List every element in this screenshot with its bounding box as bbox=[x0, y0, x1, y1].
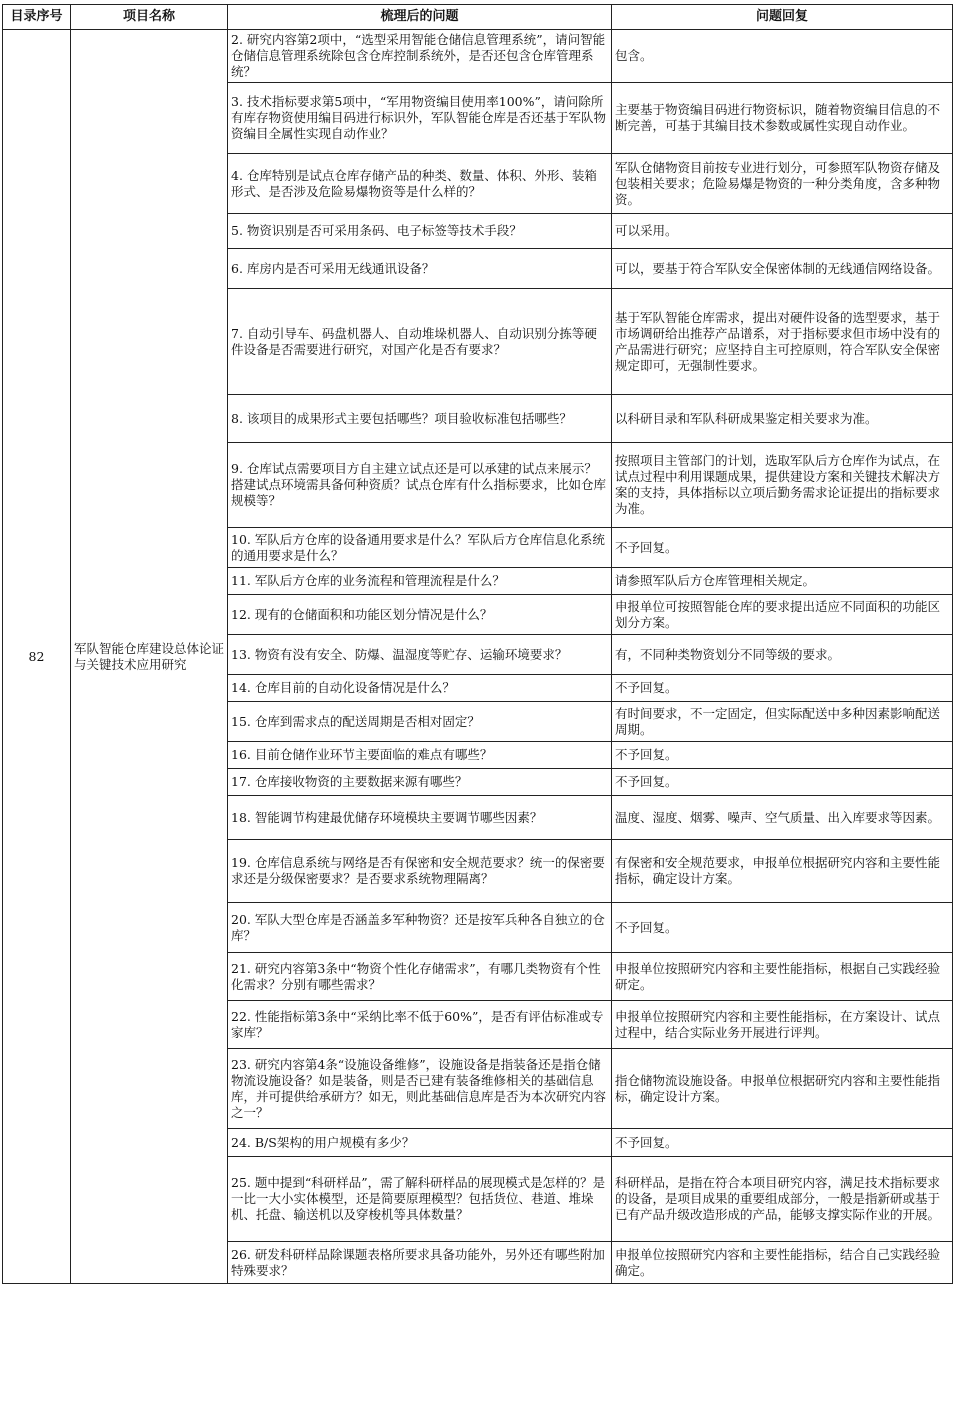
question-cell: 6. 库房内是否可采用无线通讯设备？ bbox=[228, 249, 612, 289]
question-cell: 21. 研究内容第3条中“物资个性化存储需求”，有哪几类物资有个性化需求？分别有哪些需求？ bbox=[228, 953, 612, 1001]
reply-cell: 有，不同种类物资划分不同等级的要求。 bbox=[612, 635, 953, 675]
question-cell: 19. 仓库信息系统与网络是否有保密和安全规范要求？统一的保密要求还是分级保密要求？是否要求系统物理隔离？ bbox=[228, 840, 612, 903]
question-cell: 4. 仓库特别是试点仓库存储产品的种类、数量、体积、外形、装箱形式、是否涉及危险易爆物资等是什么样的？ bbox=[228, 154, 612, 214]
reply-cell: 申报单位可按照智能仓库的要求提出适应不同面积的功能区划分方案。 bbox=[612, 595, 953, 635]
reply-cell: 不予回复。 bbox=[612, 1129, 953, 1157]
reply-cell: 不予回复。 bbox=[612, 528, 953, 568]
reply-cell: 可以采用。 bbox=[612, 214, 953, 249]
question-cell: 20. 军队大型仓库是否涵盖多军种物资？还是按军兵种各自独立的仓库？ bbox=[228, 903, 612, 953]
reply-cell: 可以，要基于符合军队安全保密体制的无线通信网络设备。 bbox=[612, 249, 953, 289]
reply-cell: 不予回复。 bbox=[612, 742, 953, 769]
question-cell: 22. 性能指标第3条中“采纳比率不低于60%”，是否有评估标准或专家库？ bbox=[228, 1001, 612, 1049]
header-row bbox=[3, 5, 953, 30]
reply-cell: 不予回复。 bbox=[612, 903, 953, 953]
question-cell: 25. 题中提到“科研样品”，需了解科研样品的展现模式是怎样的？是一比一大小实体模型，还是简要原理模型？包括货位、巷道、堆垛机、托盘、输送机以及穿梭机等具体数量？ bbox=[228, 1157, 612, 1242]
question-cell: 2. 研究内容第2项中，“选型采用智能仓储信息管理系统”，请问智能仓储信息管理系统除包含仓库控制系统外，是否还包含仓库管理系统？ bbox=[228, 30, 612, 83]
question-cell: 26. 研发科研样品除课题表格所要求具备功能外，另外还有哪些附加特殊要求？ bbox=[228, 1242, 612, 1284]
question-cell: 12. 现有的仓储面积和功能区划分情况是什么？ bbox=[228, 595, 612, 635]
question-cell: 7. 自动引导车、码盘机器人、自动堆垛机器人、自动识别分拣等硬件设备是否需要进行研究，对国产化是否有要求？ bbox=[228, 289, 612, 395]
question-cell: 24. B/S架构的用户规模有多少？ bbox=[228, 1129, 612, 1157]
table-row bbox=[3, 30, 953, 83]
qa-table bbox=[2, 4, 953, 1284]
header-question: 梳理后的问题 bbox=[228, 5, 612, 30]
reply-cell: 温度、湿度、烟雾、噪声、空气质量、出入库要求等因素。 bbox=[612, 796, 953, 840]
question-cell: 23. 研究内容第4条“设施设备维修”，设施设备是指装备还是指仓储物流设施设备？如是装备，则是否已建有装备维修相关的基础信息库，并可提供给承研方？如无，则此基础信息库是否为本次研究内容之一？ bbox=[228, 1049, 612, 1129]
reply-cell: 不予回复。 bbox=[612, 769, 953, 796]
question-cell: 11. 军队后方仓库的业务流程和管理流程是什么？ bbox=[228, 568, 612, 595]
question-cell: 5. 物资识别是否可采用条码、电子标签等技术手段？ bbox=[228, 214, 612, 249]
reply-cell: 申报单位按照研究内容和主要性能指标，结合自己实践经验确定。 bbox=[612, 1242, 953, 1284]
question-cell: 17. 仓库接收物资的主要数据来源有哪些？ bbox=[228, 769, 612, 796]
project-name-cell: 军队智能仓库建设总体论证与关键技术应用研究 bbox=[71, 30, 228, 1284]
question-cell: 18. 智能调节构建最优储存环境模块主要调节哪些因素？ bbox=[228, 796, 612, 840]
index-cell: 82 bbox=[3, 30, 71, 1284]
reply-cell: 申报单位按照研究内容和主要性能指标，在方案设计、试点过程中，结合实际业务开展进行评判。 bbox=[612, 1001, 953, 1049]
reply-cell: 以科研目录和军队科研成果鉴定相关要求为准。 bbox=[612, 395, 953, 443]
reply-cell: 不予回复。 bbox=[612, 675, 953, 702]
question-cell: 13. 物资有没有安全、防爆、温湿度等贮存、运输环境要求？ bbox=[228, 635, 612, 675]
header-reply: 问题回复 bbox=[612, 5, 953, 30]
reply-cell: 请参照军队后方仓库管理相关规定。 bbox=[612, 568, 953, 595]
header-project: 项目名称 bbox=[71, 5, 228, 30]
question-cell: 9. 仓库试点需要项目方自主建立试点还是可以承建的试点来展示？搭建试点环境需具备何种资质？试点仓库有什么指标要求，比如仓库规模等？ bbox=[228, 443, 612, 528]
reply-cell: 包含。 bbox=[612, 30, 953, 83]
header-index: 目录序号 bbox=[3, 5, 71, 30]
reply-cell: 科研样品，是指在符合本项目研究内容，满足技术指标要求的设备，是项目成果的重要组成部分，一般是指新研或基于已有产品升级改造形成的产品，能够支撑实际作业的开展。 bbox=[612, 1157, 953, 1242]
reply-cell: 指仓储物流设施设备。申报单位根据研究内容和主要性能指标，确定设计方案。 bbox=[612, 1049, 953, 1129]
reply-cell: 军队仓储物资目前按专业进行划分，可参照军队物资存储及包装相关要求；危险易爆是物资的一种分类角度，含多种物资。 bbox=[612, 154, 953, 214]
question-cell: 16. 目前仓储作业环节主要面临的难点有哪些？ bbox=[228, 742, 612, 769]
reply-cell: 基于军队智能仓库需求，提出对硬件设备的选型要求，基于市场调研给出推荐产品谱系，对于指标要求但市场中没有的产品需进行研究；应坚持自主可控原则，符合军队安全保密规定即可，无强制性要求。 bbox=[612, 289, 953, 395]
question-cell: 14. 仓库目前的自动化设备情况是什么？ bbox=[228, 675, 612, 702]
reply-cell: 主要基于物资编目码进行物资标识，随着物资编目信息的不断完善，可基于其编目技术参数或属性实现自动作业。 bbox=[612, 83, 953, 154]
reply-cell: 申报单位按照研究内容和主要性能指标，根据自己实践经验研定。 bbox=[612, 953, 953, 1001]
question-cell: 8. 该项目的成果形式主要包括哪些？项目验收标准包括哪些？ bbox=[228, 395, 612, 443]
reply-cell: 按照项目主管部门的计划，选取军队后方仓库作为试点，在试点过程中利用课题成果，提供建设方案和关键技术解决方案的支持，具体指标以立项后勤务需求论证提出的指标要求为准。 bbox=[612, 443, 953, 528]
reply-cell: 有时间要求，不一定固定，但实际配送中多种因素影响配送周期。 bbox=[612, 702, 953, 742]
question-cell: 3. 技术指标要求第5项中，“军用物资编目使用率100%”，请问除所有库存物资使用编目码进行标识外，军队智能仓库是否还基于军队物资编目全属性实现自动作业？ bbox=[228, 83, 612, 154]
question-cell: 10. 军队后方仓库的设备通用要求是什么？军队后方仓库信息化系统的通用要求是什么？ bbox=[228, 528, 612, 568]
question-cell: 15. 仓库到需求点的配送周期是否相对固定？ bbox=[228, 702, 612, 742]
reply-cell: 有保密和安全规范要求，申报单位根据研究内容和主要性能指标，确定设计方案。 bbox=[612, 840, 953, 903]
